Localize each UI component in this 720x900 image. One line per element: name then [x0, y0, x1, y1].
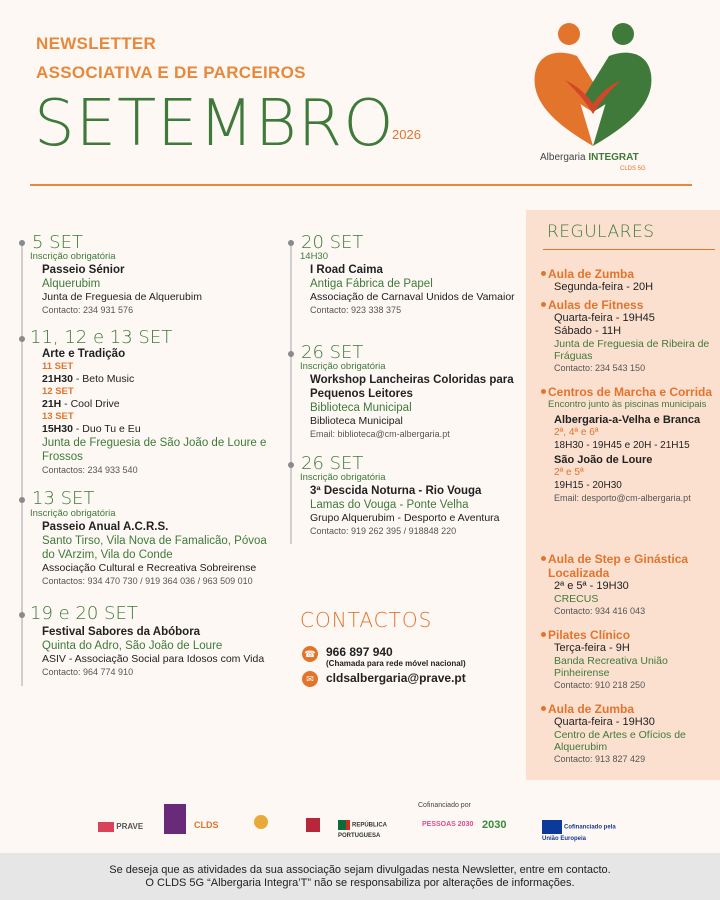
event-passeio-acrs: [30, 508, 278, 587]
event-contact: Contacto: 923 338 375: [310, 305, 402, 315]
regulares-divider: [543, 249, 715, 250]
regular-place: Albergaria-a-Velha e Branca: [554, 414, 701, 426]
event-date: 26 SET: [301, 453, 364, 474]
contact-email[interactable]: cldsalbergaria@prave.pt: [326, 671, 466, 685]
newsletter-subtitle: ASSOCIATIVA E DE PARCEIROS: [36, 63, 306, 82]
regular-title: Centros de Marcha e Corrida: [548, 385, 713, 399]
event-contact: Email: biblioteca@cm-albergaria.pt: [310, 429, 450, 439]
footer: [0, 853, 720, 900]
timeline-dot: [19, 240, 25, 246]
regular-pilates: [548, 628, 716, 691]
prave-logo: PRAVE: [98, 822, 143, 832]
event-place: Biblioteca Municipal: [310, 402, 412, 414]
cofinanciado-label: Cofinanciado por: [418, 802, 471, 809]
regular-dot: [541, 556, 546, 561]
regular-organizer: Junta de Freguesia de Ribeira de Fráguas: [554, 338, 710, 362]
regular-organizer: CRECUS: [554, 593, 599, 605]
regular-zumba-segunda: [548, 267, 716, 294]
regular-place: São João de Loure: [554, 454, 653, 466]
regular-dot: [541, 632, 546, 637]
event-date: 13 SET: [32, 488, 95, 509]
contact-phone-note: (Chamada para rede móvel nacional): [326, 659, 466, 668]
regular-time: Segunda-feira - 20H: [554, 281, 654, 293]
event-road-caima: [300, 251, 522, 316]
regular-contact: Contacto: 913 827 429: [554, 754, 646, 764]
event-organizer: Associação de Carnaval Unidos de Vamaior: [310, 291, 515, 303]
regular-fitness: [548, 298, 716, 374]
event-arte-tradicao: [42, 347, 272, 476]
event-note: 14H30: [300, 251, 328, 262]
event-organizer: Junta de Freguesia de Alquerubim: [42, 291, 202, 303]
newsletter-label: NEWSLETTER: [36, 34, 157, 53]
regular-contact: Contacto: 934 416 043: [554, 606, 646, 616]
event-note: Inscrição obrigatória: [300, 472, 386, 483]
event-title: Passeio Sénior: [42, 264, 125, 276]
regular-days: 2ª e 5ª: [554, 467, 584, 478]
event-organizer: ASIV - Associação Social para Idosos com Vida: [42, 653, 265, 665]
regular-time: 18H30 - 19H45 e 20H - 21H15: [554, 440, 690, 451]
timeline-dot: [19, 497, 25, 503]
event-note: Inscrição obrigatória: [30, 508, 116, 519]
regular-time: 2ª e 5ª - 19H30: [554, 580, 629, 592]
event-place: Antiga Fábrica de Papel: [310, 278, 433, 290]
event-date: 5 SET: [32, 232, 83, 253]
portugal-2030-logo: 2030: [482, 819, 507, 831]
regular-dot: [541, 389, 546, 394]
schedule-entry: 21H - Cool Drive: [42, 398, 120, 410]
schedule-day: 12 SET: [42, 386, 74, 397]
pessoas-2030-logo: PESSOAS 2030: [422, 821, 474, 828]
contact-phone[interactable]: 966 897 940: [326, 645, 393, 659]
timeline-left: [21, 240, 23, 686]
event-organizer: Associação Cultural e Recreativa Sobreirense: [42, 562, 257, 574]
republica-portuguesa-logo: REPÚBLICA PORTUGUESA: [338, 820, 398, 841]
timeline-dot: [19, 336, 25, 342]
event-contact: Contactos: 234 933 540: [42, 465, 138, 475]
timeline-dot: [288, 240, 294, 246]
regular-step: [548, 552, 716, 617]
event-contact: Contactos: 934 470 730 / 919 364 036 / 963 509 010: [42, 576, 253, 586]
regular-time: Sábado - 11H: [554, 325, 622, 337]
regular-contact: Contacto: 910 218 250: [554, 680, 646, 690]
eu-logo: Cofinanciado pela União Europeia: [542, 820, 632, 844]
event-title: I Road Caima: [310, 264, 383, 276]
schedule-entry: 15H30 - Duo Tu e Eu: [42, 423, 141, 435]
month-title: SETEMBRO: [34, 87, 395, 161]
regular-zumba-quarta: [548, 702, 716, 765]
event-contact: Contacto: 234 931 576: [42, 305, 134, 315]
regular-dot: [541, 706, 546, 711]
regular-marcha-corrida: [548, 385, 716, 504]
event-note: Inscrição obrigatória: [30, 251, 116, 262]
year-label: 2026: [392, 127, 421, 142]
event-place: Junta de Freguesia de São João de Loure e Frossos: [42, 437, 267, 463]
timeline-dot: [288, 351, 294, 357]
timeline-dot: [288, 462, 294, 468]
event-title: Arte e Tradição: [42, 348, 126, 360]
timeline-dot: [19, 612, 25, 618]
event-place: Lamas do Vouga - Ponte Velha: [310, 499, 469, 511]
footer-line-1: Se deseja que as atividades da sua associação sejam divulgadas nesta Newsletter, entre em contacto.: [109, 864, 611, 876]
regular-time: 19H15 - 20H30: [554, 480, 622, 491]
event-title: Passeio Anual A.C.R.S.: [42, 521, 169, 533]
regular-title: Aulas de Fitness: [548, 298, 644, 312]
regular-days: 2ª, 4ª e 6ª: [554, 427, 599, 438]
event-title: 3ª Descida Noturna - Rio Vouga: [310, 485, 482, 497]
regular-time: Quarta-feira - 19H45: [554, 312, 655, 324]
timeline-middle: [290, 240, 292, 544]
event-place: Quinta do Adro, São João de Loure: [42, 640, 223, 652]
schedule-day: 11 SET: [42, 361, 74, 372]
clds-logo: CLDS: [194, 820, 219, 830]
event-passeio-senior: [30, 251, 270, 316]
footer-line-2: O CLDS 5G “Albergaria Integra’T” não se responsabiliza por alterações de informações.: [145, 877, 575, 889]
schedule-day: 13 SET: [42, 411, 74, 422]
regular-dot: [541, 302, 546, 307]
regular-time: Quarta-feira - 19H30: [554, 716, 655, 728]
schedule-entry: 21H30 - Beto Music: [42, 373, 135, 385]
event-place: Alquerubim: [42, 278, 101, 290]
regular-time: Terça-feira - 9H: [554, 642, 630, 654]
regular-title: Aula de Zumba: [548, 267, 635, 281]
regular-title: Aula de Zumba: [548, 702, 635, 716]
logo-subtitle: CLDS 5G: [620, 166, 646, 172]
regulares-title: REGULARES: [547, 222, 655, 242]
iss-logo: [306, 818, 320, 832]
regular-dot: [541, 271, 546, 276]
regular-organizer: Banda Recreativa União Pinheirense: [554, 655, 668, 679]
contacts-title: CONTACTOS: [300, 608, 433, 632]
event-date: 26 SET: [301, 342, 364, 363]
event-note: Inscrição obrigatória: [300, 361, 386, 372]
seguranca-social-logo: [254, 815, 268, 829]
event-workshop-lancheiras: [300, 361, 522, 440]
regular-note: Encontro junto às piscinas municipais: [548, 399, 707, 410]
event-organizer: Biblioteca Municipal: [310, 415, 403, 427]
event-date: 19 e 20 SET: [30, 603, 138, 624]
event-contact: Contacto: 964 774 910: [42, 667, 134, 677]
event-date: 20 SET: [301, 232, 364, 253]
albergaria-municipio-logo: [164, 804, 186, 834]
regular-contact: Contacto: 234 543 150: [554, 363, 646, 373]
event-place: Santo Tirso, Vila Nova de Famalicão, Póvoa do VArzim, Vila do Conde: [42, 535, 267, 561]
regular-title: Aula de Step e Ginástica Localizada: [548, 552, 689, 580]
regular-contact: Email: desporto@cm-albergaria.pt: [554, 493, 691, 503]
event-organizer: Grupo Alquerubim - Desporto e Aventura: [310, 512, 500, 524]
event-contact: Contacto: 919 262 395 / 918848 220: [310, 526, 457, 536]
regular-organizer: Centro de Artes e Ofícios de Alquerubim: [554, 729, 686, 753]
event-festival-abobora: [42, 625, 270, 678]
header-divider: [30, 184, 692, 186]
event-title: Workshop Lancheiras Coloridas para Pequenos Leitores: [310, 374, 514, 400]
phone-icon: ☎: [302, 646, 318, 662]
event-title: Festival Sabores da Abóbora: [42, 626, 201, 638]
logo-name: Albergaria INTEGRAT: [540, 152, 639, 163]
event-date: 11, 12 e 13 SET: [30, 327, 173, 348]
regular-title: Pilates Clínico: [548, 628, 631, 642]
event-descida-noturna: [300, 472, 522, 537]
email-icon: ✉: [302, 671, 318, 687]
